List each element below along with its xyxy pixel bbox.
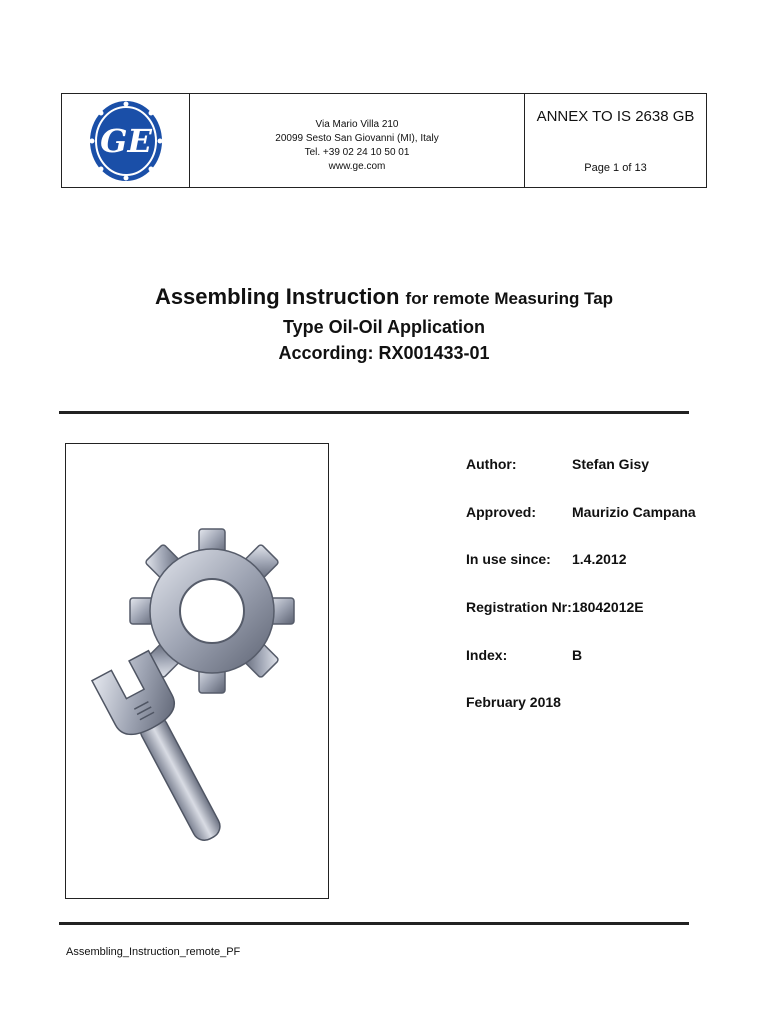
address-block xyxy=(190,94,525,187)
author-value: Stefan Gisy xyxy=(572,456,650,472)
ge-logo xyxy=(87,99,165,183)
registration-label: Registration Nr: xyxy=(466,599,572,615)
gear-wrench-icon xyxy=(77,481,317,861)
top-divider xyxy=(59,411,689,414)
document-header xyxy=(61,93,707,188)
title-suffix: for remote Measuring Tap xyxy=(405,289,614,308)
footer-filename: Assembling_Instruction_remote_PF xyxy=(66,946,241,958)
issue-date: February 2018 xyxy=(466,694,561,710)
approved-label: Approved: xyxy=(466,504,536,520)
page-number: Page 1 of 13 xyxy=(584,162,647,174)
address-line: 20099 Sesto San Giovanni (MI), Italy xyxy=(275,132,439,144)
in-use-since-value: 1.4.2012 xyxy=(572,551,627,567)
address-line: Tel. +39 02 24 10 50 01 xyxy=(304,146,410,158)
title-line-2: Type Oil-Oil Application xyxy=(282,317,485,337)
bottom-divider xyxy=(59,922,689,925)
address-line: www.ge.com xyxy=(328,160,386,172)
index-value: B xyxy=(572,647,583,663)
author-label: Author: xyxy=(466,456,517,472)
logo-cell xyxy=(62,94,190,187)
annex-cell xyxy=(525,94,706,187)
title-line-3: According: RX001433-01 xyxy=(278,343,490,363)
logo-lettering: GE xyxy=(99,121,152,160)
annex-title: ANNEX TO IS 2638 GB xyxy=(536,108,695,125)
document-title xyxy=(0,282,768,366)
registration-value: 18042012E xyxy=(572,599,644,615)
in-use-since-label: In use since: xyxy=(466,551,551,567)
index-label: Index: xyxy=(466,647,508,663)
address-line: Via Mario Villa 210 xyxy=(315,118,399,130)
approved-value: Maurizio Campana xyxy=(572,504,696,520)
cover-image xyxy=(65,443,329,899)
title-main: Assembling Instruction xyxy=(154,284,400,309)
